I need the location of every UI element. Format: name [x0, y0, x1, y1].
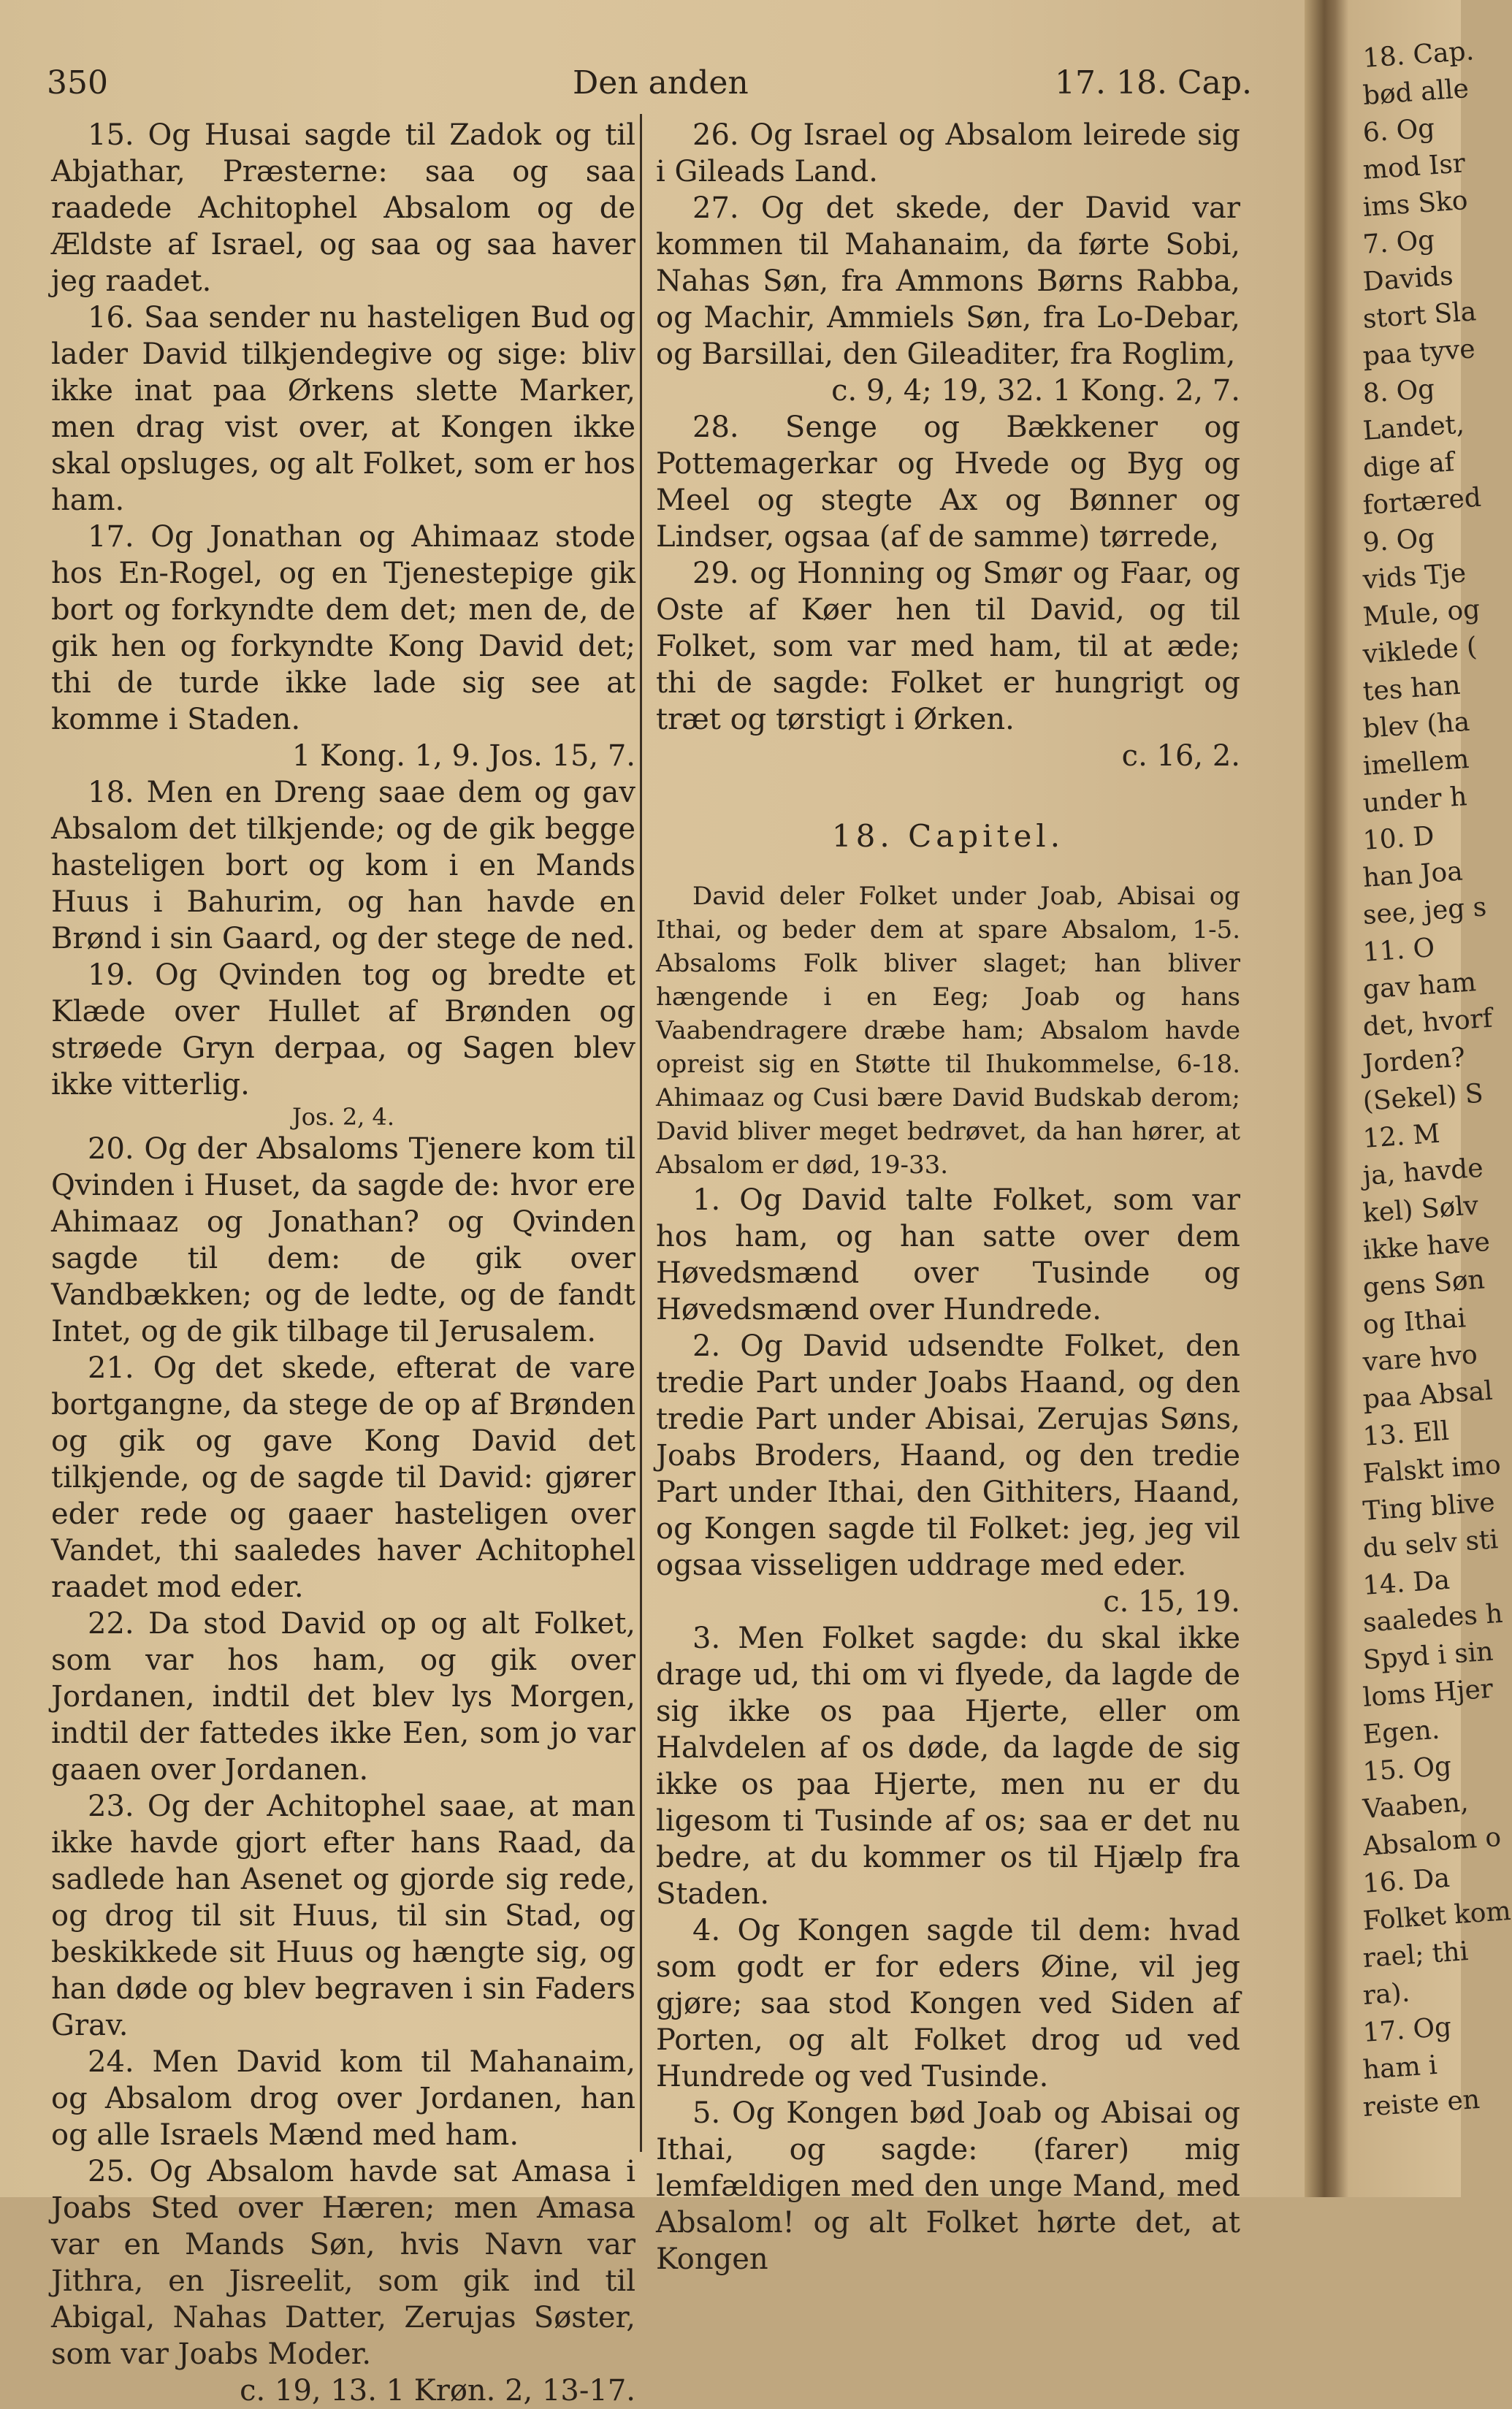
- next-page-line: paa tyve: [1362, 334, 1476, 372]
- next-page-line: 12. M: [1362, 1118, 1441, 1154]
- verse: 24. Men David kom til Mahanaim, og Absalom drog over Jordanen, han og alle Israels Mænd med ham.: [51, 2045, 635, 2152]
- right-column-bottom-verses: [656, 1182, 1240, 2278]
- chapter-summary: David deler Folket under Joab, Abisai og Ithai, og beder dem at spare Absalom, 1-5. Absaloms Folk bliver slaget; han bliver hængende i en Eeg; Joab og hans Vaabendragere dræbe ham; Absalom havde opreist sig en Støtte til Ihukommelse, 6-18. Ahimaaz og Cusi bære David Budskab derom; David bliver meget bedrøvet, da han hører, at Absalom er død, 19-33.: [656, 882, 1240, 1180]
- next-page-line: dige af: [1362, 447, 1456, 484]
- verse: 4. Og Kongen sagde til dem: hvad som godt er for eders Øine, vil jeg gjøre; saa stod Kongen ved Siden af Porten, og alt Folket drog ud ved Hundrede og ved Tusinde.: [656, 1914, 1240, 2093]
- next-page-line: Jorden?: [1362, 1042, 1467, 1080]
- verse: 2. Og David udsendte Folket, den tredie Part under Joabs Haand, og den tredie Part under Abisai, Zerujas Søns, Joabs Broders, Haand, og den tredie Part under Ithai, den Githiters, Haand, og Kongen sagde til Folket: jeg, jeg vil ogsaa visseligen uddrage med eder.: [656, 1329, 1240, 1582]
- next-page-line: Ting blive: [1362, 1487, 1496, 1527]
- next-page-line: 15. Og: [1362, 1751, 1453, 1787]
- next-page-line: Spyd i sin: [1362, 1636, 1494, 1676]
- next-page-line: paa Absal: [1362, 1375, 1494, 1415]
- verse: 16. Saa sender nu hasteligen Bud og lader David tilkjendegive og sige: bliv ikke inat paa Ørkens slette Marker, men drag vist over, at Kongen ikke skal opsluges, og alt Folket, som er hos ham.: [51, 301, 635, 517]
- next-page-line: blev (ha: [1362, 706, 1471, 744]
- chapter-heading: 18. Capitel.: [831, 818, 1065, 854]
- verse: 23. Og der Achitophel saae, at man ikke havde gjort efter hans Raad, da sadlede han Asenet og gjorde sig rede, og drog til sit Huus, til sin Stad, og beskikkede sit Huus og hængte sig, og han døde og blev begraven i sin Faders Grav.: [51, 1790, 635, 2042]
- verse: 19. Og Qvinden tog og bredte et Klæde over Hullet af Brønden og strøede Gryn derpaa, og Sagen blev ikke vitterlig.: [51, 958, 635, 1102]
- cross-reference: Jos. 2, 4.: [291, 1103, 395, 1131]
- page-number: 350: [47, 64, 108, 102]
- right-column-top-verses: [656, 117, 1240, 774]
- next-page-line: 7. Og: [1362, 225, 1436, 260]
- next-page-line: viklede (: [1362, 632, 1478, 670]
- next-page-line: ikke have: [1362, 1226, 1492, 1266]
- next-page-line: tes han: [1362, 670, 1462, 707]
- verse: 20. Og der Absaloms Tjenere kom til Qvinden i Huset, da sagde de: hvor ere Ahimaaz og Jonathan? og Qvinden sagde til dem: de gik over Vandbækken; og de ledte, og de fandt Intet, og de gik tilbage til Jerusalem.: [51, 1132, 635, 1348]
- next-page-line: mod Isr: [1362, 148, 1467, 186]
- next-page-line: du selv sti: [1362, 1524, 1500, 1564]
- next-page-line: han Joa: [1362, 856, 1464, 893]
- next-page-line: Egen.: [1362, 1714, 1441, 1750]
- next-page-line: 6. Og: [1362, 113, 1436, 148]
- page-header: [47, 64, 1252, 108]
- next-page-line: gens Søn: [1362, 1264, 1486, 1303]
- verse: 15. Og Husai sagde til Zadok og til Abjathar, Præsterne: saa og saa raadede Achitophel Absalom og de Ældste af Israel, og saa og saa haver jeg raadet.: [51, 118, 635, 298]
- next-page-line: rael; thi: [1362, 1936, 1470, 1974]
- next-page-line: fortæred: [1362, 482, 1483, 521]
- verse: 21. Og det skede, efterat de vare bortgangne, da stege de op af Brønden og gik og gave Kong David det tilkjende, og de sagde til David: gjører eder rede og gaaer hasteligen over Vandet, thi saaledes haver Achitophel raadet mod eder.: [51, 1351, 635, 1604]
- next-page-line: see, jeg s: [1362, 892, 1488, 931]
- verse: 29. og Honning og Smør og Faar, og Oste af Køer hen til David, og til Folket, som var med ham, til at æde; thi de sagde: Folket er hungrigt og træt og tørstigt i Ørken.: [656, 557, 1240, 736]
- next-page-line: Falskt imo: [1362, 1449, 1503, 1489]
- verse: 18. Men en Dreng saae dem og gav Absalom det tilkjende; og de gik begge hasteligen bort og kom i en Mands Huus i Bahurim, og han havde en Brønd i sin Gaard, og der stege de ned.: [51, 776, 635, 955]
- next-page-line: 11. O: [1362, 933, 1436, 968]
- chapter-reference: 17. 18. Cap.: [1055, 64, 1252, 102]
- verse: 22. Da stod David op og alt Folket, som var hos ham, og gik over Jordanen, indtil det blev lys Morgen, indtil der fattedes ikke Een, som jo var gaaen over Jordanen.: [51, 1607, 635, 1787]
- next-page-line: imellem: [1362, 744, 1470, 782]
- cross-reference: c. 15, 19.: [1103, 1585, 1240, 1619]
- next-page-line: Folket kom: [1362, 1895, 1512, 1936]
- next-page-line: Mule, og: [1362, 594, 1481, 633]
- cross-reference: c. 9, 4; 19, 32. 1 Kong. 2, 7.: [831, 374, 1240, 408]
- next-page-line: kel) Sølv: [1362, 1191, 1480, 1229]
- left-column: [51, 117, 635, 2409]
- next-page-line: reiste en: [1362, 2084, 1481, 2123]
- book-gutter: [1305, 0, 1348, 2197]
- verse: 27. Og det skede, der David var kommen til Mahanaim, da førte Sobi, Nahas Søn, fra Ammons Børns Rabba, og Machir, Ammiels Søn, fra Lo-Debar, og Barsillai, den Gileaditer, fra Roglim,: [656, 191, 1240, 371]
- next-page-line: stort Sla: [1362, 297, 1478, 335]
- verse: 25. Og Absalom havde sat Amasa i Joabs Sted over Hæren; men Amasa var en Mands Søn, hvis Navn var Jithra, en Jisreelit, som gik ind til Abigal, Nahas Datter, Zerujas Søster, som var Joabs Moder.: [51, 2155, 635, 2371]
- verse: 26. Og Israel og Absalom leirede sig i Gileads Land.: [656, 118, 1240, 188]
- next-page-line: 16. Da: [1362, 1863, 1451, 1899]
- right-column: [656, 117, 1240, 2278]
- next-page-line: 10. D: [1362, 821, 1435, 856]
- next-page-line: ra).: [1362, 1977, 1411, 2011]
- next-page-line: Absalom o: [1362, 1822, 1503, 1862]
- next-page-line: vids Tje: [1362, 558, 1467, 595]
- next-page-line: vare hvo: [1362, 1340, 1479, 1378]
- next-page-line: 8. Og: [1362, 374, 1436, 409]
- verse: 1. Og David talte Folket, som var hos ham, og han satte over dem Høvedsmænd over Tusinde og Høvedsmænd over Hundrede.: [656, 1183, 1240, 1326]
- next-page-line: bød alle: [1362, 73, 1470, 111]
- verse: 17. Og Jonathan og Ahimaaz stode hos En-Rogel, og en Tjenestepige gik bort og forkyndte dem det; men de, de gik hen og forkyndte Kong David det; thi de turde ikke lade sig see at komme i Staden.: [51, 520, 635, 736]
- next-page-line: (Sekel) S: [1362, 1078, 1484, 1117]
- next-page-line: 9. Og: [1362, 523, 1436, 558]
- cross-reference: 1 Kong. 1, 9. Jos. 15, 7.: [291, 739, 635, 773]
- next-page-line: Landet,: [1362, 409, 1465, 446]
- next-page-line: Vaaben,: [1362, 1787, 1470, 1825]
- next-page-line: saaledes h: [1362, 1598, 1504, 1638]
- cross-reference: c. 16, 2.: [1121, 739, 1240, 773]
- cross-reference: c. 19, 13. 1 Krøn. 2, 13-17.: [240, 2374, 635, 2408]
- next-page-line: og Ithai: [1362, 1303, 1467, 1340]
- next-page-line: 17. Og: [1362, 2012, 1453, 2048]
- next-page-line: loms Hjer: [1362, 1673, 1494, 1713]
- verse: 3. Men Folket sagde: du skal ikke drage ud, thi om vi flyede, da lagde de sig ikke os paa Hjerte, eller om Halvdelen af os døde, da lagde de sig ikke os paa Hjerte, men nu er du ligesom ti Tusinde af os; saa er det nu bedre, at du kommer os til Hjælp fra Staden.: [656, 1622, 1240, 1911]
- next-page-line: Davids: [1362, 261, 1454, 297]
- book-page-right-fragment: [1348, 0, 1512, 2197]
- next-page-line: ham i: [1362, 2050, 1438, 2085]
- next-page-line: under h: [1362, 782, 1468, 819]
- next-page-line: det, hvorf: [1362, 1003, 1494, 1042]
- next-page-line: 13. Ell: [1362, 1416, 1451, 1452]
- next-page-line: gav ham: [1362, 967, 1478, 1005]
- verse: 5. Og Kongen bød Joab og Abisai og Ithai, og sagde: (farer) mig lemfældigen med den unge Mand, med Absalom! og alt Folket hørte det, at Kongen: [656, 2096, 1240, 2276]
- next-page-line: 18. Cap.: [1362, 36, 1475, 74]
- next-page-line: ims Sko: [1362, 186, 1469, 223]
- running-title: Den anden: [573, 64, 749, 102]
- next-page-line: 14. Da: [1362, 1565, 1451, 1601]
- next-page-line: ja, havde: [1362, 1153, 1484, 1191]
- verse: 28. Senge og Bækkener og Pottemagerkar og Hvede og Byg og Meel og stegte Ax og Bønner og Lindser, ogsaa (af de samme) tørrede,: [656, 411, 1240, 554]
- column-rule: [640, 114, 642, 2152]
